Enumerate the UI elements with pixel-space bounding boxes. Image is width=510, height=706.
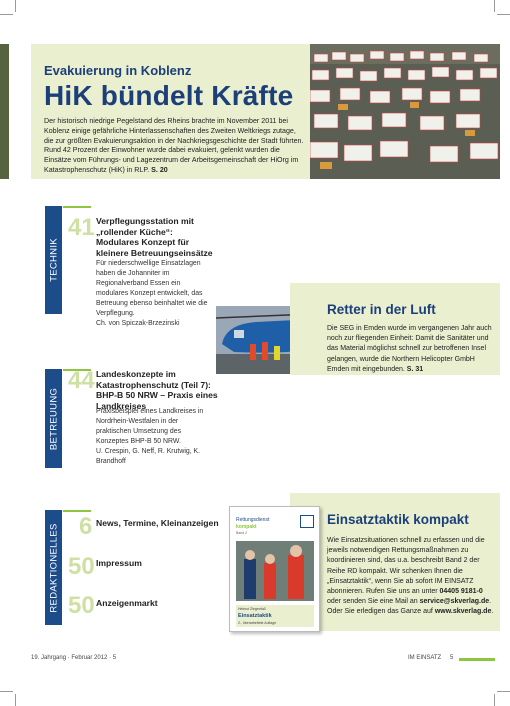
- crop-mark: [494, 0, 495, 12]
- article-number: 50: [68, 592, 95, 619]
- article-author: U. Crespin, G. Neff, R. Krutwig, K. Brandhoff: [96, 448, 201, 465]
- article-title-impressum[interactable]: Impressum: [96, 558, 142, 568]
- feature-headline: HiK bündelt Kräfte: [44, 80, 294, 111]
- crop-mark: [15, 0, 16, 12]
- book-cover: [229, 506, 320, 632]
- book-series: Rettungsdienst: [236, 517, 270, 523]
- footer-issue: 19. Jahrgang · Februar 2012 · 5: [31, 655, 117, 661]
- footer-rule: [459, 658, 495, 661]
- crop-mark: [0, 691, 13, 692]
- article-title-news[interactable]: News, Termine, Kleinanzeigen: [96, 518, 219, 528]
- crop-mark: [15, 694, 16, 706]
- book-photo: [236, 541, 314, 601]
- article-number: 50: [68, 553, 95, 580]
- article-author: Ch. von Spiczak-Brzezinski: [96, 320, 180, 327]
- footer-page-number: 5: [450, 655, 454, 661]
- book-series2: kompakt: [236, 524, 257, 530]
- retter-text: Die SEG in Emden wurde im vergangenen Jahr auch noch zur fliegenden Einheit: Damit die Sanitäter und das Material möglichst schnell zur betroffenen Insel gelangen, wurde die Northern Helicopter GmbH Emden mit eingebunden. S. 31: [327, 325, 492, 373]
- article-title-44[interactable]: Landeskonzepte im Katastrophenschutz (Teil 7): BHP-B 50 NRW – Praxis eines Landkreises: [96, 369, 218, 411]
- email-link[interactable]: service@skverlag.de: [419, 598, 490, 606]
- article-number: 6: [79, 513, 93, 540]
- feature-lead: [44, 117, 306, 176]
- crop-mark: [497, 14, 510, 15]
- book-title: Einsatztaktik: [238, 613, 272, 619]
- einsatztaktik-title: Einsatztaktik kompakt: [327, 512, 469, 527]
- section-rule: [63, 510, 91, 512]
- website-link[interactable]: www.skverlag.de: [434, 608, 492, 616]
- article-number: 41: [68, 214, 95, 241]
- einsatztaktik-text: Wie Einsatzsituationen schnell zu erfassen und die jeweils notwendigen Rettungsmaßnahmen zu koordinieren sind, das u.a. beschreibt Band 2 der Reihe RD kompakt. Wir schenken Ihnen die „Einsatztaktik“, wenn Sie ab sofort IM EINSATZ abonnieren. Rufen Sie uns an unter 04405 9181-0 oder senden Sie eine Mail an service@skverlag.de. Oder Sie erledigen das Ganze auf www.skverlag.de.: [327, 537, 494, 616]
- ambulances-illustration: [310, 44, 500, 179]
- section-tab-redaktionelles: [45, 510, 62, 625]
- book-author: Helmut Ziegenfuß: [238, 607, 266, 611]
- crop-mark: [497, 691, 510, 692]
- feature-kicker: Evakuierung in Koblenz: [44, 63, 192, 78]
- section-tab-technik: [45, 206, 62, 314]
- feature-page-ref[interactable]: S. 20: [151, 165, 168, 174]
- section-rule: [63, 206, 91, 208]
- book-band: Band 2: [236, 531, 248, 535]
- article-title-anzeigen[interactable]: Anzeigenmarkt: [96, 598, 158, 608]
- feature-lead-text: Der historisch niedrige Pegelstand des Rheins brachte im November 2011 bei Koblenz einige gefährliche Hinterlassenschaften des Zweiten Weltkriegs zutage, die zur größten Evakuierungsaktion in der Nachkriegsgeschichte der Stadt führten. Rund 42 Prozent der Einwohner wurde dabei evakuiert, gelenkt wurden die Einsätze vom Führungs- und Lagezentrum der Arbeitsgemeinschaft der HiOrg im Katastrophenschutz (HiK) in RLP.: [44, 117, 304, 174]
- retter-page-ref[interactable]: S. 31: [406, 365, 424, 373]
- crop-mark: [494, 694, 495, 706]
- book-photo-illustration: [236, 541, 314, 601]
- ambulances-photo: [310, 44, 500, 179]
- footer-magazine: IM EINSATZ: [408, 655, 442, 661]
- publisher-logo: [300, 515, 314, 528]
- page-bleed-strip: [0, 44, 9, 179]
- phone-number[interactable]: 04405 9181-0: [439, 588, 483, 596]
- crop-mark: [0, 14, 13, 15]
- retter-title: Retter in der Luft: [327, 302, 436, 317]
- article-body-41: Für niederschwellige Einsatzlagen haben die Johanniter im Regionalverband Essen ein modulares Konzept entwickelt, das Betreuung ebenso beinhaltet wie die Verpflegung. Ch. von Spiczak-Brzezinski: [96, 260, 208, 327]
- article-body-44: Praxisbeispiel eines Landkreises in Nordrhein-Westfalen in der praktischen Umsetzung des Konzeptes BHP-B 50 NRW. U. Crespin, G. Neff, R. Krutwig, K. Brandhoff: [96, 408, 204, 465]
- article-number: 44: [68, 367, 95, 394]
- book-edition: 2., überarbeitete Auflage: [238, 621, 277, 625]
- article-title-41[interactable]: Verpflegungsstation mit „rollender Küche“: Modulares Konzept für kleinere Betreuungseinsätze: [96, 216, 213, 258]
- section-tab-betreuung: [45, 369, 62, 468]
- section-label-betreuung: BETREUUNG: [48, 387, 59, 450]
- section-label-redaktionelles: REDAKTIONELLES: [48, 522, 59, 613]
- section-label-technik: TECHNIK: [48, 238, 59, 282]
